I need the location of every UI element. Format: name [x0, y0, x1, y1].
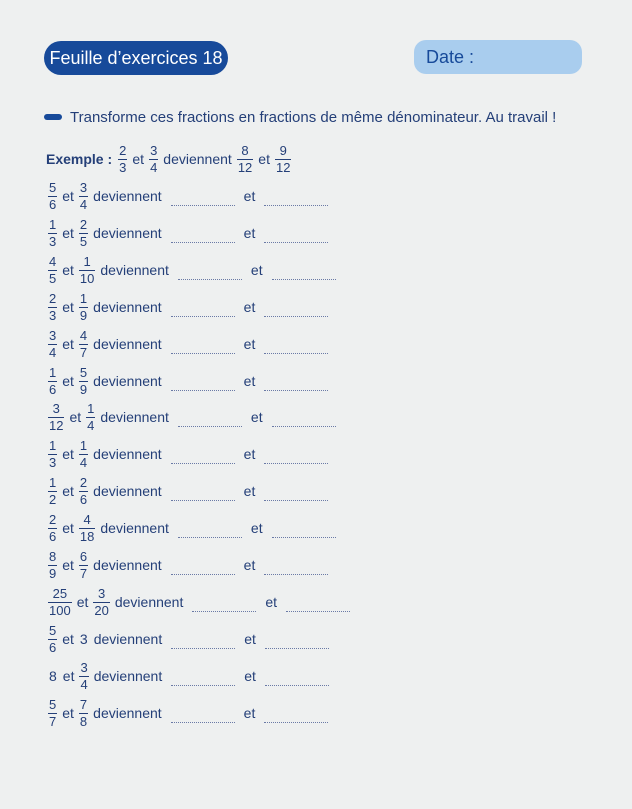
denominator: 2	[49, 491, 57, 507]
word-et: et	[243, 557, 256, 573]
denominator: 4	[79, 454, 88, 470]
answer-blank-2[interactable]	[272, 523, 336, 538]
denominator: 7	[49, 713, 57, 729]
answer-blank-1[interactable]	[178, 265, 242, 280]
denominator: 12	[275, 159, 291, 175]
answer-blank-2[interactable]	[264, 228, 328, 243]
fraction	[79, 329, 88, 360]
fraction	[93, 587, 109, 618]
exercise-row	[46, 436, 334, 472]
word-et: et	[244, 631, 256, 647]
numerator: 5	[49, 179, 57, 195]
fraction	[48, 513, 57, 544]
numerator: 1	[49, 474, 57, 490]
answer-blank-2[interactable]	[264, 339, 328, 354]
numerator: 6	[79, 548, 88, 564]
numerator: 7	[79, 696, 88, 712]
exercise-row	[46, 326, 334, 362]
exercise-row	[46, 215, 334, 251]
numerator: 3	[49, 327, 57, 343]
exercise-row	[46, 399, 342, 435]
word-deviennent: deviennent	[100, 520, 169, 536]
word-et: et	[250, 409, 263, 425]
numerator: 1	[87, 400, 95, 416]
fraction	[79, 439, 88, 470]
answer-blank-1[interactable]	[171, 708, 235, 723]
word-et: et	[244, 668, 256, 684]
fraction	[48, 550, 57, 581]
answer-blank-1[interactable]	[171, 376, 235, 391]
word-deviennent: deviennent	[93, 705, 162, 721]
word-et: et	[62, 668, 75, 684]
denominator: 18	[79, 528, 95, 544]
fraction	[48, 255, 57, 286]
example-row	[46, 141, 293, 177]
exercise-row	[46, 289, 334, 325]
answer-blank-1[interactable]	[171, 302, 235, 317]
word-deviennent: deviennent	[93, 373, 162, 389]
word-et: et	[258, 151, 270, 167]
word-deviennent: deviennent	[93, 336, 162, 352]
denominator: 8	[79, 713, 88, 729]
answer-blank-2[interactable]	[264, 486, 328, 501]
word-et: et	[62, 188, 74, 204]
numerator: 5	[79, 364, 88, 380]
fraction	[118, 144, 127, 175]
whole-number: 3	[79, 631, 88, 647]
word-deviennent: deviennent	[114, 594, 184, 610]
fraction	[79, 550, 88, 581]
fraction	[237, 144, 253, 175]
denominator: 3	[49, 454, 57, 470]
denominator: 6	[79, 491, 88, 507]
numerator: 3	[79, 179, 88, 195]
denominator: 4	[49, 344, 57, 360]
worksheet-title: Feuille d’exercices 18	[44, 41, 228, 75]
fraction	[48, 587, 72, 618]
word-et: et	[62, 299, 74, 315]
word-deviennent: deviennent	[93, 299, 162, 315]
numerator: 3	[98, 585, 106, 601]
numerator: 5	[49, 696, 57, 712]
fraction	[48, 292, 57, 323]
numerator: 2	[79, 216, 88, 232]
numerator: 1	[79, 437, 88, 453]
answer-blank-2[interactable]	[264, 191, 328, 206]
denominator: 4	[80, 676, 88, 692]
word-deviennent: deviennent	[100, 409, 169, 425]
fraction	[79, 366, 88, 397]
word-et: et	[62, 446, 74, 462]
word-deviennent: deviennent	[93, 446, 162, 462]
word-et: et	[62, 705, 74, 721]
exercise-row	[46, 658, 335, 694]
word-et: et	[250, 262, 263, 278]
fraction	[79, 255, 95, 286]
answer-blank-2[interactable]	[286, 597, 350, 612]
word-et: et	[132, 151, 145, 167]
fraction	[48, 476, 57, 507]
numerator: 3	[150, 142, 158, 158]
answer-blank-1[interactable]	[178, 412, 242, 427]
denominator: 5	[49, 270, 57, 286]
word-et: et	[62, 373, 74, 389]
fraction	[48, 402, 64, 433]
exercise-row	[46, 695, 334, 731]
fraction	[48, 698, 57, 729]
word-et: et	[62, 483, 74, 499]
answer-blank-1[interactable]	[171, 486, 235, 501]
answer-blank-2[interactable]	[272, 412, 336, 427]
answer-blank-1[interactable]	[171, 228, 235, 243]
word-deviennent: deviennent	[163, 151, 232, 167]
answer-blank-1[interactable]	[171, 671, 235, 686]
word-et: et	[265, 594, 278, 610]
fraction	[48, 329, 57, 360]
denominator: 4	[150, 159, 158, 175]
answer-blank-2[interactable]	[264, 708, 328, 723]
word-et: et	[243, 299, 256, 315]
answer-blank-1[interactable]	[171, 339, 235, 354]
numerator: 3	[52, 400, 60, 416]
fraction	[48, 439, 57, 470]
exercise-row	[46, 178, 334, 214]
date-field[interactable]: Date :	[414, 40, 582, 74]
answer-blank-2[interactable]	[264, 560, 328, 575]
denominator: 4	[79, 196, 88, 212]
denominator: 3	[49, 307, 57, 323]
denominator: 7	[79, 565, 88, 581]
word-deviennent: deviennent	[93, 631, 163, 647]
numerator: 4	[83, 511, 91, 527]
answer-blank-2[interactable]	[265, 634, 329, 649]
numerator: 2	[49, 290, 57, 306]
word-deviennent: deviennent	[93, 668, 163, 684]
numerator: 9	[279, 142, 287, 158]
numerator: 3	[80, 659, 88, 675]
denominator: 5	[79, 233, 88, 249]
fraction	[79, 476, 88, 507]
denominator: 6	[49, 639, 57, 655]
word-et: et	[243, 705, 256, 721]
word-et: et	[62, 520, 74, 536]
denominator: 9	[49, 565, 57, 581]
numerator: 4	[49, 253, 57, 269]
word-et: et	[62, 557, 74, 573]
word-deviennent: deviennent	[93, 225, 162, 241]
denominator: 100	[49, 602, 71, 618]
exercise-row	[46, 584, 356, 620]
fraction	[79, 181, 88, 212]
fraction	[79, 513, 95, 544]
word-et: et	[62, 631, 74, 647]
numerator: 8	[49, 548, 57, 564]
word-deviennent: deviennent	[93, 188, 162, 204]
answer-blank-2[interactable]	[264, 449, 328, 464]
numerator: 1	[83, 253, 91, 269]
denominator: 6	[49, 528, 57, 544]
instruction-text: Transforme ces fractions en fractions de même dénominateur. Au travail !	[70, 108, 557, 126]
word-et: et	[62, 262, 74, 278]
answer-blank-1[interactable]	[171, 191, 235, 206]
fraction	[79, 698, 88, 729]
numerator: 1	[79, 290, 88, 306]
word-deviennent: deviennent	[93, 483, 162, 499]
numerator: 4	[79, 327, 88, 343]
denominator: 20	[94, 602, 109, 618]
word-et: et	[62, 336, 74, 352]
word-deviennent: deviennent	[100, 262, 169, 278]
fraction	[48, 624, 57, 655]
denominator: 7	[79, 344, 88, 360]
fraction	[149, 144, 158, 175]
answer-blank-2[interactable]	[264, 302, 328, 317]
numerator: 2	[49, 511, 57, 527]
word-et: et	[243, 225, 256, 241]
answer-blank-1[interactable]	[192, 597, 256, 612]
fraction	[79, 218, 88, 249]
instruction	[44, 105, 556, 129]
word-et: et	[250, 520, 263, 536]
word-et: et	[69, 409, 82, 425]
numerator: 1	[49, 216, 57, 232]
denominator: 12	[237, 159, 253, 175]
numerator: 2	[79, 474, 88, 490]
fraction	[48, 218, 57, 249]
answer-blank-1[interactable]	[171, 560, 235, 575]
word-et: et	[62, 225, 74, 241]
answer-blank-2[interactable]	[265, 671, 329, 686]
numerator: 5	[49, 622, 57, 638]
answer-blank-1[interactable]	[171, 634, 235, 649]
word-et: et	[243, 188, 256, 204]
fraction	[48, 181, 57, 212]
word-et: et	[243, 446, 256, 462]
word-et: et	[76, 594, 89, 610]
bullet-icon	[44, 114, 62, 120]
fraction	[79, 292, 88, 323]
answer-blank-2[interactable]	[272, 265, 336, 280]
fraction	[275, 144, 291, 175]
answer-blank-1[interactable]	[171, 449, 235, 464]
word-et: et	[243, 483, 256, 499]
exercise-row	[46, 621, 335, 657]
exercise-row	[46, 363, 334, 399]
denominator: 12	[49, 417, 64, 433]
denominator: 3	[119, 159, 127, 175]
numerator: 25	[52, 585, 68, 601]
whole-number: 8	[49, 668, 57, 684]
fraction	[79, 661, 88, 692]
numerator: 1	[49, 437, 57, 453]
denominator: 6	[49, 381, 57, 397]
exercise-row	[46, 252, 342, 288]
fraction	[48, 366, 57, 397]
numerator: 1	[49, 364, 57, 380]
denominator: 10	[79, 270, 95, 286]
answer-blank-1[interactable]	[178, 523, 242, 538]
word-deviennent: deviennent	[93, 557, 162, 573]
answer-blank-2[interactable]	[264, 376, 328, 391]
exercise-row	[46, 510, 342, 546]
numerator: 8	[241, 142, 249, 158]
denominator: 3	[49, 233, 57, 249]
exercise-row	[46, 547, 334, 583]
exercise-row	[46, 473, 334, 509]
denominator: 6	[49, 196, 57, 212]
fraction	[86, 402, 95, 433]
denominator: 9	[79, 381, 88, 397]
word-et: et	[243, 336, 256, 352]
example-label: Exemple :	[46, 151, 113, 167]
word-et: et	[243, 373, 256, 389]
numerator: 2	[119, 142, 127, 158]
denominator: 4	[87, 417, 95, 433]
denominator: 9	[79, 307, 88, 323]
